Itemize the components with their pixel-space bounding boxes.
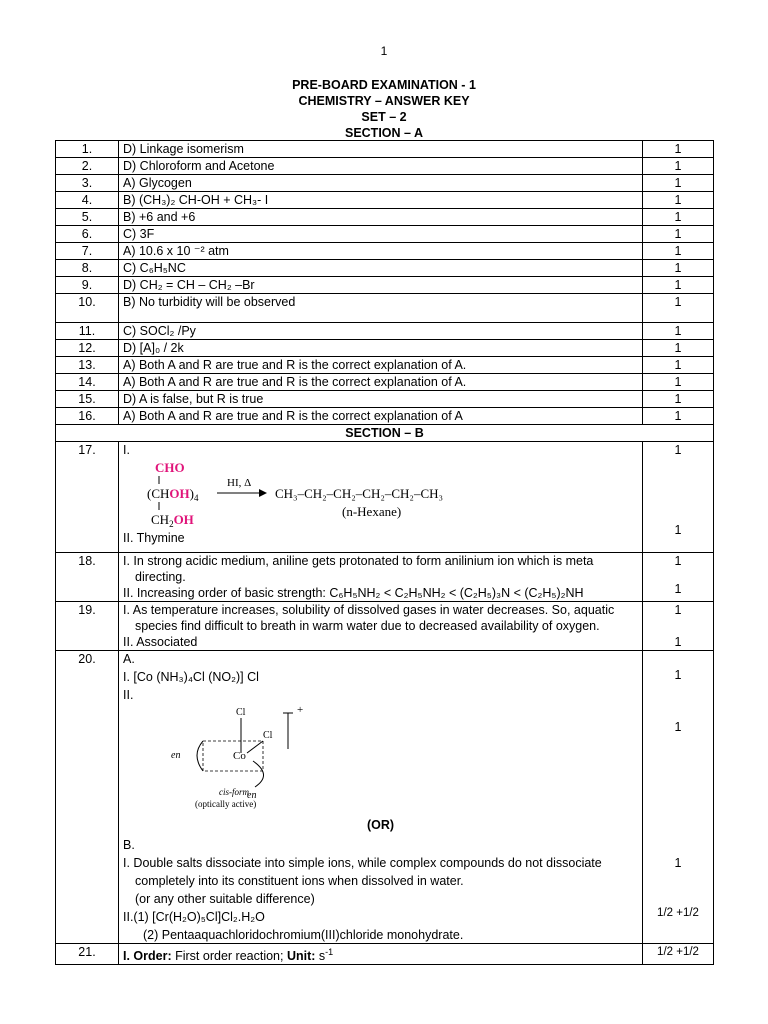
answer-text: A) Both A and R are true and R is the correct explanation of A. [119, 374, 643, 391]
answer-text: A) Glycogen [119, 175, 643, 192]
en-chelate-left [197, 741, 203, 771]
marks-value: 1 [674, 603, 682, 617]
spacer [647, 618, 709, 634]
table-row [56, 226, 714, 243]
ligand-cl-right: Cl [263, 730, 273, 741]
en-chelate-bottom [253, 761, 264, 787]
answer-key-table [55, 140, 714, 965]
reactant-cho: CHO [155, 460, 185, 475]
answer-line: I. [123, 443, 130, 457]
marks-value: 1 [643, 408, 714, 425]
table-row-q19 [56, 602, 714, 651]
exam-title: PRE-BOARD EXAMINATION - 1 [292, 78, 476, 92]
answer-line: I. In strong acidic medium, aniline gets protonated to form anilinium ion which is meta [123, 554, 594, 568]
marks-value: 1 [674, 856, 682, 870]
answer-text: A) Both A and R are true and R is the correct explanation of A [119, 408, 643, 425]
marks-value: 1/2 +1/2 [657, 907, 699, 919]
marks-value: 1 [643, 158, 714, 175]
marks-cell [643, 442, 714, 553]
marks-value: 1 [674, 635, 682, 649]
marks-value: 1 [643, 260, 714, 277]
answer-text: B) +6 and +6 [119, 209, 643, 226]
spacer [647, 569, 709, 581]
question-number: 9. [56, 277, 119, 294]
unit-label: Unit: [286, 949, 316, 964]
question-number: 20. [56, 651, 119, 944]
marks-value: 1 [643, 357, 714, 374]
reactant-choh: $(CHOH)_4$ [147, 486, 199, 503]
answer-text: D) Chloroform and Acetone [119, 158, 643, 175]
subject-title: CHEMISTRY – ANSWER KEY [298, 94, 470, 108]
marks-value: 1 [643, 340, 714, 357]
marks-value: 1 [643, 141, 714, 158]
marks-value: 1 [643, 243, 714, 260]
ligand-cl-top: Cl [236, 707, 246, 718]
marks-value: 1 [643, 209, 714, 226]
ligand-en-left: en [171, 750, 181, 761]
answer-text: A) 10.6 x 10 ⁻² atm [119, 243, 643, 260]
answer-line: B. [123, 838, 135, 852]
marks-value: 1 [643, 277, 714, 294]
reagent-label: HI, Δ [227, 477, 252, 489]
marks-value: 1 [643, 226, 714, 243]
marks-cell [643, 602, 714, 651]
answer-line: completely into its constituent ions when dissolved in water. [135, 874, 464, 888]
cis-complex-diagram [163, 703, 363, 811]
answer-line: (2) Pentaaquachloridochromium(III)chloride monohydrate. [143, 928, 464, 942]
question-number: 5. [56, 209, 119, 226]
section-a-title: SECTION – A [344, 126, 424, 140]
marks-value: 1 [674, 582, 682, 596]
metal-co: Co [233, 750, 246, 762]
question-number: 15. [56, 391, 119, 408]
question-number: 10. [56, 294, 119, 323]
answer-line: I. Double salts dissociate into simple ions, while complex compounds do not dissociate [123, 856, 602, 870]
spacer [647, 871, 709, 905]
bond-line [247, 741, 263, 753]
table-row [56, 158, 714, 175]
section-b-title: SECTION – B [56, 425, 714, 442]
table-row [56, 277, 714, 294]
question-number: 16. [56, 408, 119, 425]
unit-value: s [318, 949, 326, 964]
table-row [56, 175, 714, 192]
table-row-q18 [56, 553, 714, 602]
question-number: 17. [56, 442, 119, 553]
order-label: I. Order: [123, 949, 172, 964]
marks-value: 1 [674, 554, 682, 568]
table-row [56, 374, 714, 391]
table-row [56, 357, 714, 374]
marks-value: 1 [643, 374, 714, 391]
set-title: SET – 2 [361, 110, 407, 124]
question-number: 6. [56, 226, 119, 243]
answer-cell [119, 442, 643, 553]
answer-line: I. As temperature increases, solubility of dissolved gases in water decreases. So, aquatic [123, 603, 615, 617]
table-row [56, 243, 714, 260]
table-row [56, 192, 714, 209]
arrow-head-icon [259, 489, 267, 497]
answer-line: I. [Co (NH₃)₄Cl (NO₂)] Cl [123, 670, 259, 684]
spacer [647, 458, 709, 522]
answer-cell [119, 651, 643, 944]
diagram-caption: cis-form [219, 787, 249, 797]
question-number: 8. [56, 260, 119, 277]
question-number: 19. [56, 602, 119, 651]
table-row [56, 209, 714, 226]
answer-cell [119, 944, 643, 965]
answer-text: D) A is false, but R is true [119, 391, 643, 408]
question-number: 4. [56, 192, 119, 209]
marks-value: 1 [674, 443, 682, 457]
question-number: 13. [56, 357, 119, 374]
answer-line: A. [123, 652, 135, 666]
question-number: 3. [56, 175, 119, 192]
answer-text: C) 3F [119, 226, 643, 243]
answer-text: C) C₆H₅NC [119, 260, 643, 277]
table-row [56, 391, 714, 408]
question-number: 21. [56, 944, 119, 965]
answer-text: B) No turbidity will be observed [119, 294, 643, 323]
table-row [56, 294, 714, 323]
table-row-q20 [56, 651, 714, 944]
complex-charge: + [297, 704, 304, 716]
marks-value: 1 [674, 668, 682, 682]
marks-value: 1 [674, 720, 682, 734]
marks-value: 1 [643, 175, 714, 192]
or-label: (OR) [366, 818, 395, 832]
product-formula: CH₃–CH₂–CH₂–CH₂–CH₂–CH₃ [275, 486, 444, 501]
section-b-header-row [56, 425, 714, 442]
marks-value: 1/2 +1/2 [643, 944, 714, 965]
answer-line: II. Increasing order of basic strength: C₆H₅NH₂ < C₂H₅NH₂ < (C₂H₅)₃N < (C₂H₅)₂NH [123, 586, 584, 600]
answer-cell [119, 602, 643, 651]
spacer [647, 735, 709, 855]
answer-line: II.(1) [Cr(H₂O)₅Cl]Cl₂.H₂O [123, 910, 265, 924]
answer-line: (or any other suitable difference) [135, 892, 315, 906]
question-number: 1. [56, 141, 119, 158]
marks-cell [643, 651, 714, 944]
question-number: 7. [56, 243, 119, 260]
answer-text: D) [A]₀ / 2k [119, 340, 643, 357]
table-row [56, 323, 714, 340]
question-number: 2. [56, 158, 119, 175]
answer-cell [119, 553, 643, 602]
answer-line: II. Thymine [123, 531, 185, 545]
table-row [56, 340, 714, 357]
table-row [56, 408, 714, 425]
spacer [647, 683, 709, 719]
question-number: 12. [56, 340, 119, 357]
hexane-reaction-diagram [147, 458, 527, 530]
table-row [56, 141, 714, 158]
marks-value: 1 [643, 391, 714, 408]
diagram-caption: (optically active) [195, 799, 257, 809]
question-number: 14. [56, 374, 119, 391]
answer-line: species find difficult to breath in warm water due to decreased availability of oxygen. [135, 619, 600, 633]
page-number: 1 [380, 44, 388, 58]
order-value: First order reaction; [175, 949, 284, 964]
answer-text: C) SOCl₂ /Py [119, 323, 643, 340]
section-a-rows [56, 141, 714, 425]
answer-text: A) Both A and R are true and R is the correct explanation of A. [119, 357, 643, 374]
answer-text: D) CH₂ = CH – CH₂ –Br [119, 277, 643, 294]
answer-text: D) Linkage isomerism [119, 141, 643, 158]
table-row [56, 260, 714, 277]
spacer [647, 651, 709, 667]
marks-value: 1 [643, 192, 714, 209]
answer-line: II. [123, 688, 134, 702]
marks-value: 1 [643, 323, 714, 340]
marks-cell [643, 553, 714, 602]
answer-text: B) (CH₃)₂ CH-OH + CH₃- I [119, 192, 643, 209]
answer-line: II. Associated [123, 635, 198, 649]
table-row-q21 [56, 944, 714, 965]
marks-value: 1 [674, 523, 682, 537]
ligand-en-bottom: en [247, 790, 257, 801]
question-number: 18. [56, 553, 119, 602]
answer-line: directing. [135, 570, 186, 584]
table-row-q17 [56, 442, 714, 553]
product-name: (n-Hexane) [342, 504, 402, 519]
marks-value: 1 [643, 294, 714, 323]
reactant-ch2oh: $CH_2OH$ [151, 512, 194, 529]
unit-exponent: -1 [325, 947, 334, 957]
question-number: 11. [56, 323, 119, 340]
